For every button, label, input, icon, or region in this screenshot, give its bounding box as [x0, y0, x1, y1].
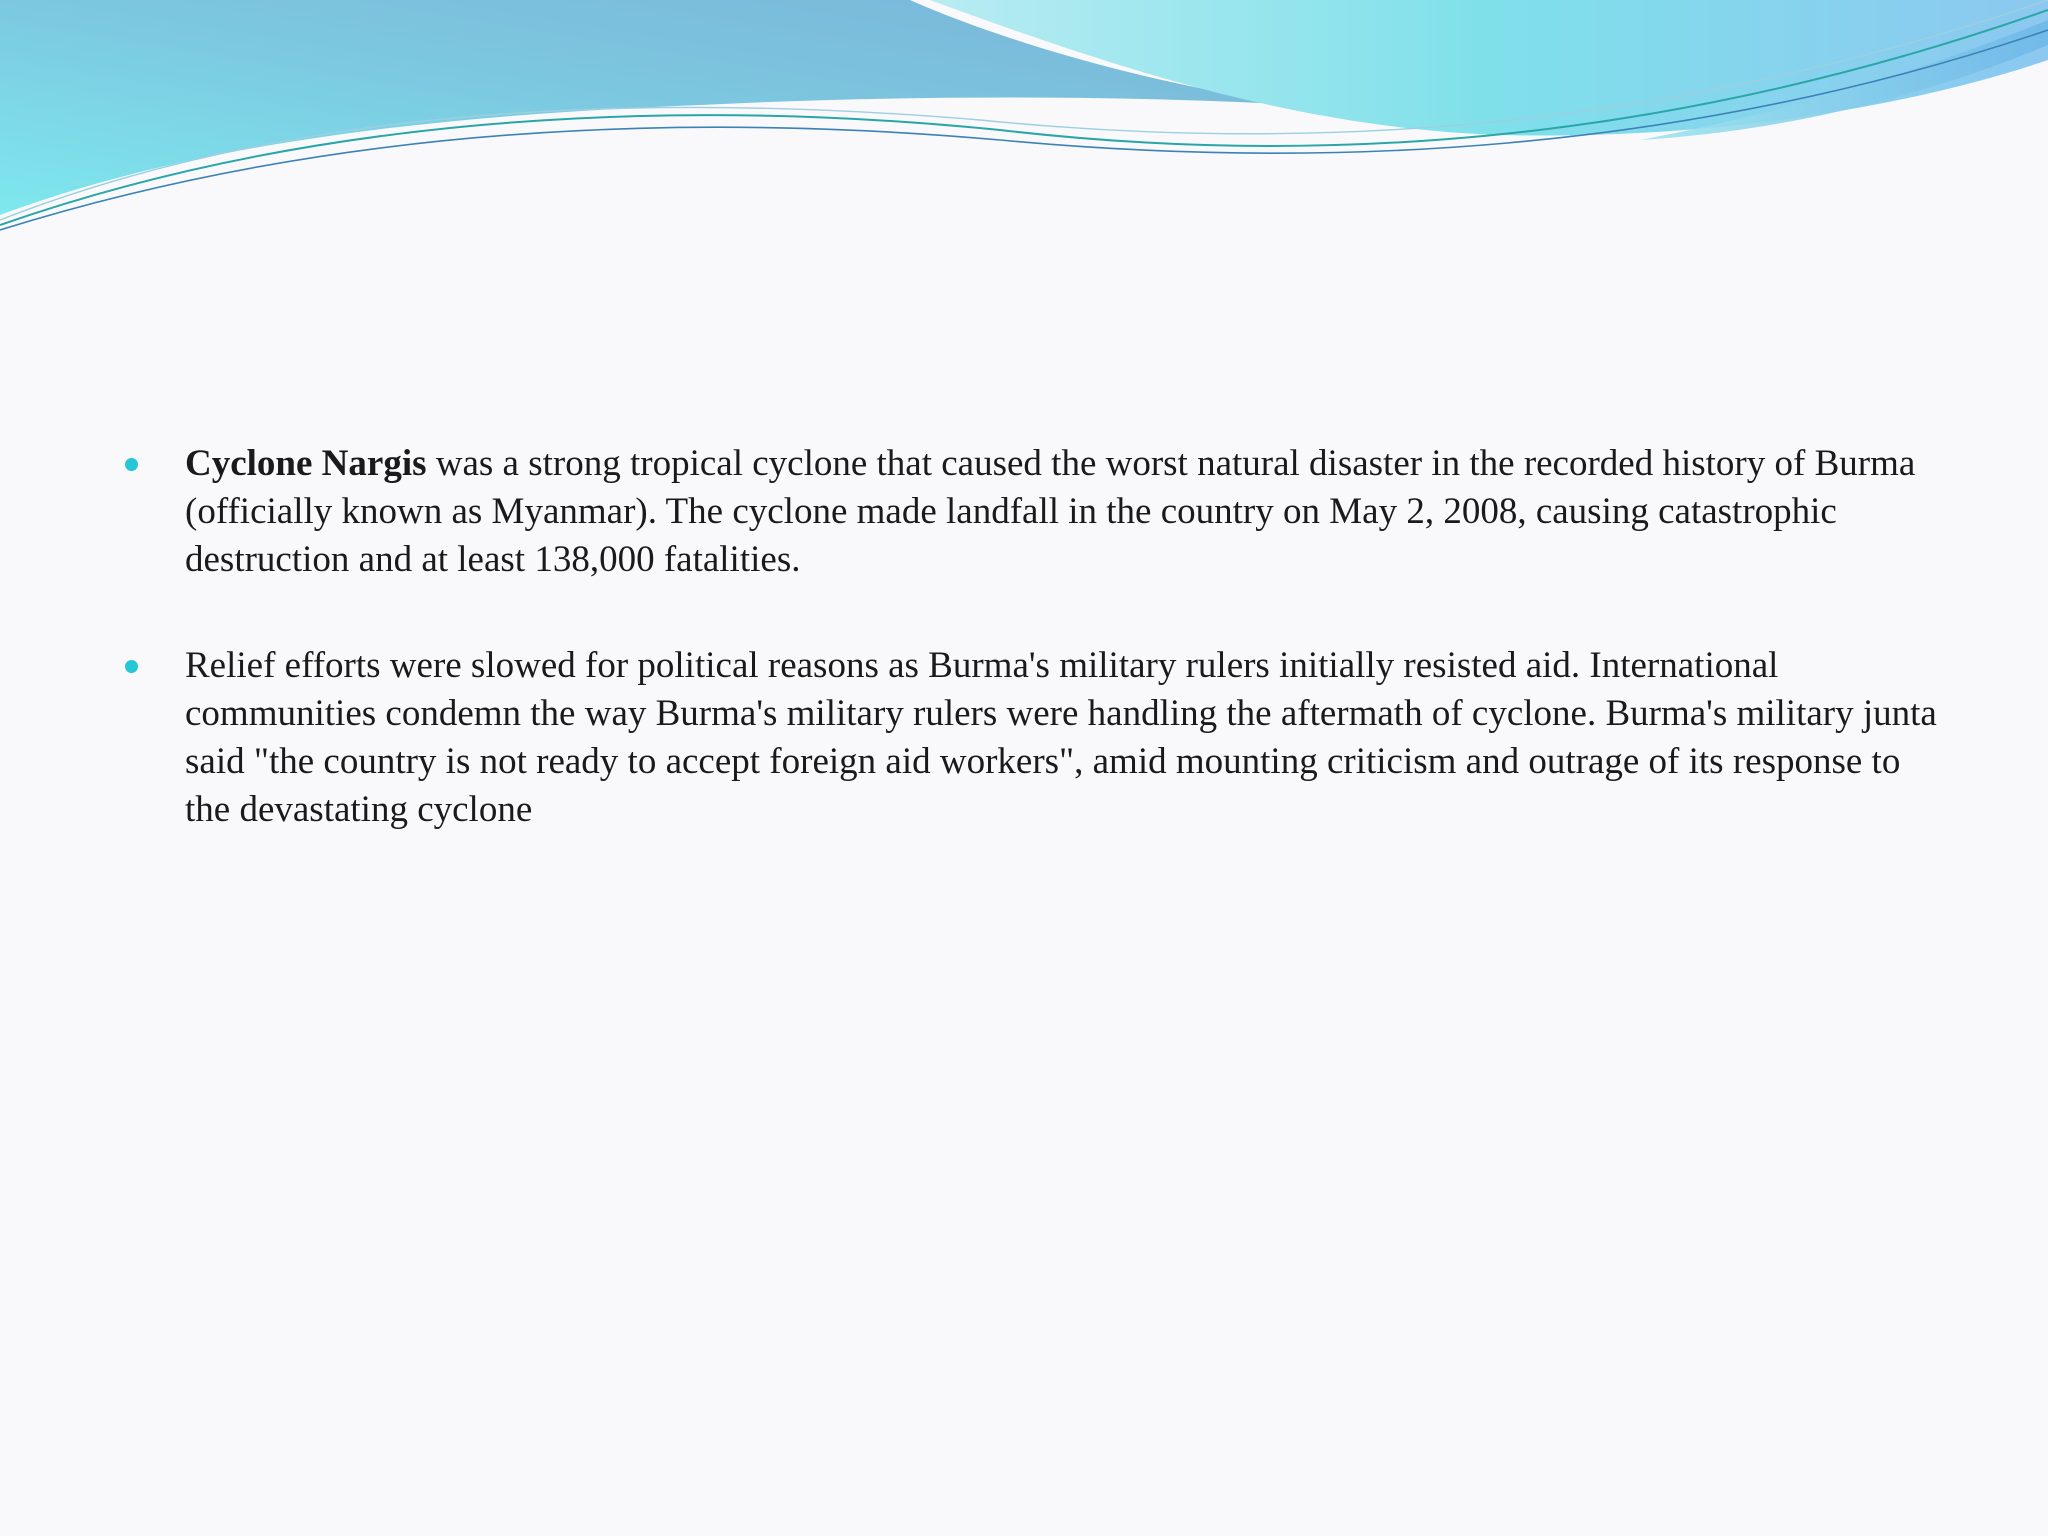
- wave-header-decoration: [0, 0, 2048, 240]
- bullet-body-text: Relief efforts were slowed for political reasons as Burma's military rulers initially resisted aid. International communities condemn the way Burma's military rulers were handling the aftermath of cyclone. Burma's military junta said "the country is not ready to accept foreign aid workers", amid mounting criticism and outrage of its response to the devastating cyclone: [185, 645, 1937, 830]
- bullet-item-cyclone-nargis: [125, 440, 1945, 584]
- bullet-item-relief-efforts: [125, 642, 1945, 834]
- bullet-lead-text: Cyclone Nargis: [185, 443, 427, 484]
- bullet-dot-icon: [125, 458, 138, 471]
- bullet-dot-icon: [125, 660, 138, 673]
- bullet-list: [125, 440, 1945, 892]
- bullet-body-text: was a strong tropical cyclone that caused the worst natural disaster in the recorded history of Burma (officially known as Myanmar). The cyclone made landfall in the country on May 2, 2008, causing catastrophic destruction and at least 138,000 fatalities.: [185, 443, 1916, 580]
